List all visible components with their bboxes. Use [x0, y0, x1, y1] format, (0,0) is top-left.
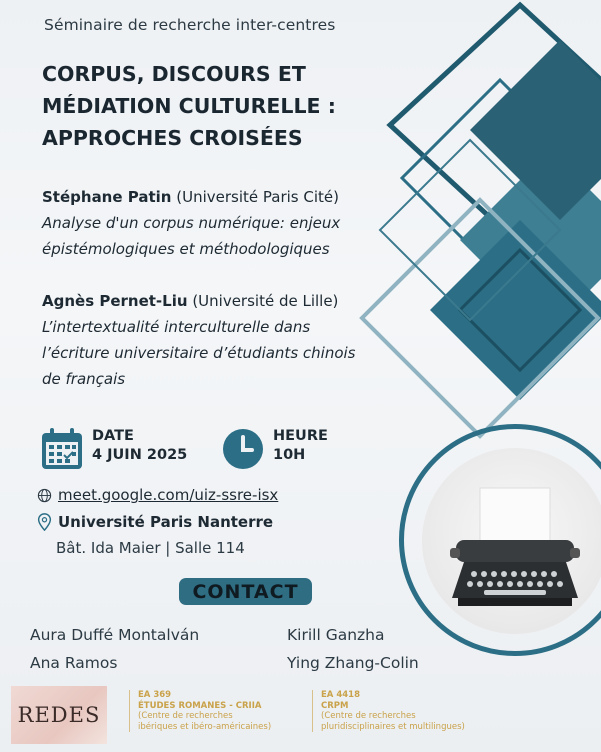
contact-button[interactable]: CONTACT [179, 578, 312, 605]
date-label: DATE [92, 428, 134, 444]
time-info [221, 427, 328, 471]
lab-code: EA 369 [138, 690, 172, 700]
meeting-link[interactable]: meet.google.com/uiz-ssre-isx [58, 486, 279, 504]
page-title [42, 58, 372, 154]
speaker-affiliation: (Université Paris Cité) [171, 188, 339, 206]
meeting-link-row [37, 486, 278, 504]
talk-title-line: Analyse d'un corpus numérique: enjeux [42, 214, 341, 232]
lab-description: pluridisciplinaires et multilingues) [321, 721, 465, 732]
contact-person: Ying Zhang-Colin [287, 654, 419, 672]
title-line: MÉDIATION CULTURELLE : [42, 94, 336, 118]
clock-icon [221, 427, 265, 471]
seminar-type-label: Séminaire de recherche inter-centres [44, 16, 336, 34]
location-name: Université Paris Nanterre [58, 513, 274, 531]
talk-title-line: L’intertextualité interculturelle dans [42, 318, 311, 336]
speaker-affiliation: (Université de Lille) [187, 292, 339, 310]
location-room: Bât. Ida Maier | Salle 114 [56, 539, 245, 557]
talk-title-line: de français [42, 370, 126, 388]
contact-person: Aura Duffé Montalván [30, 626, 200, 644]
title-line: APPROCHES CROISÉES [42, 126, 303, 150]
talk-title-line: l’écriture universitaire d’étudiants chinois [42, 344, 356, 362]
date-info [40, 427, 187, 471]
date-value: 4 JUIN 2025 [92, 447, 188, 463]
speaker-pernet-liu [42, 288, 402, 392]
time-value: 10H [273, 447, 306, 463]
lab-description: (Centre de recherches [321, 711, 416, 721]
typewriter-image [422, 448, 601, 634]
location-row [37, 513, 273, 531]
speaker-name: Agnès Pernet-Liu [42, 292, 188, 310]
lab-info-crpm [312, 690, 465, 732]
speaker-patin [42, 184, 402, 262]
lab-description: ibériques et ibéro-américaines) [138, 721, 272, 732]
contact-person: Kirill Ganzha [287, 626, 385, 644]
lab-info-etudes-romanes [129, 690, 271, 732]
talk-title-line: épistémologiques et méthodologiques [42, 240, 330, 258]
speaker-name: Stéphane Patin [42, 188, 172, 206]
redes-logo: REDES [11, 686, 107, 744]
location-pin-icon [37, 513, 52, 531]
lab-name: ÉTUDES ROMANES - CRIIA [138, 700, 262, 711]
calendar-icon [40, 427, 84, 471]
lab-description: (Centre de recherches [138, 711, 233, 721]
time-label: HEURE [273, 428, 328, 444]
title-line: CORPUS, DISCOURS ET [42, 62, 306, 86]
globe-icon [37, 488, 52, 503]
lab-name: CRPM [321, 700, 349, 711]
lab-code: EA 4418 [321, 690, 361, 700]
contact-person: Ana Ramos [30, 654, 118, 672]
